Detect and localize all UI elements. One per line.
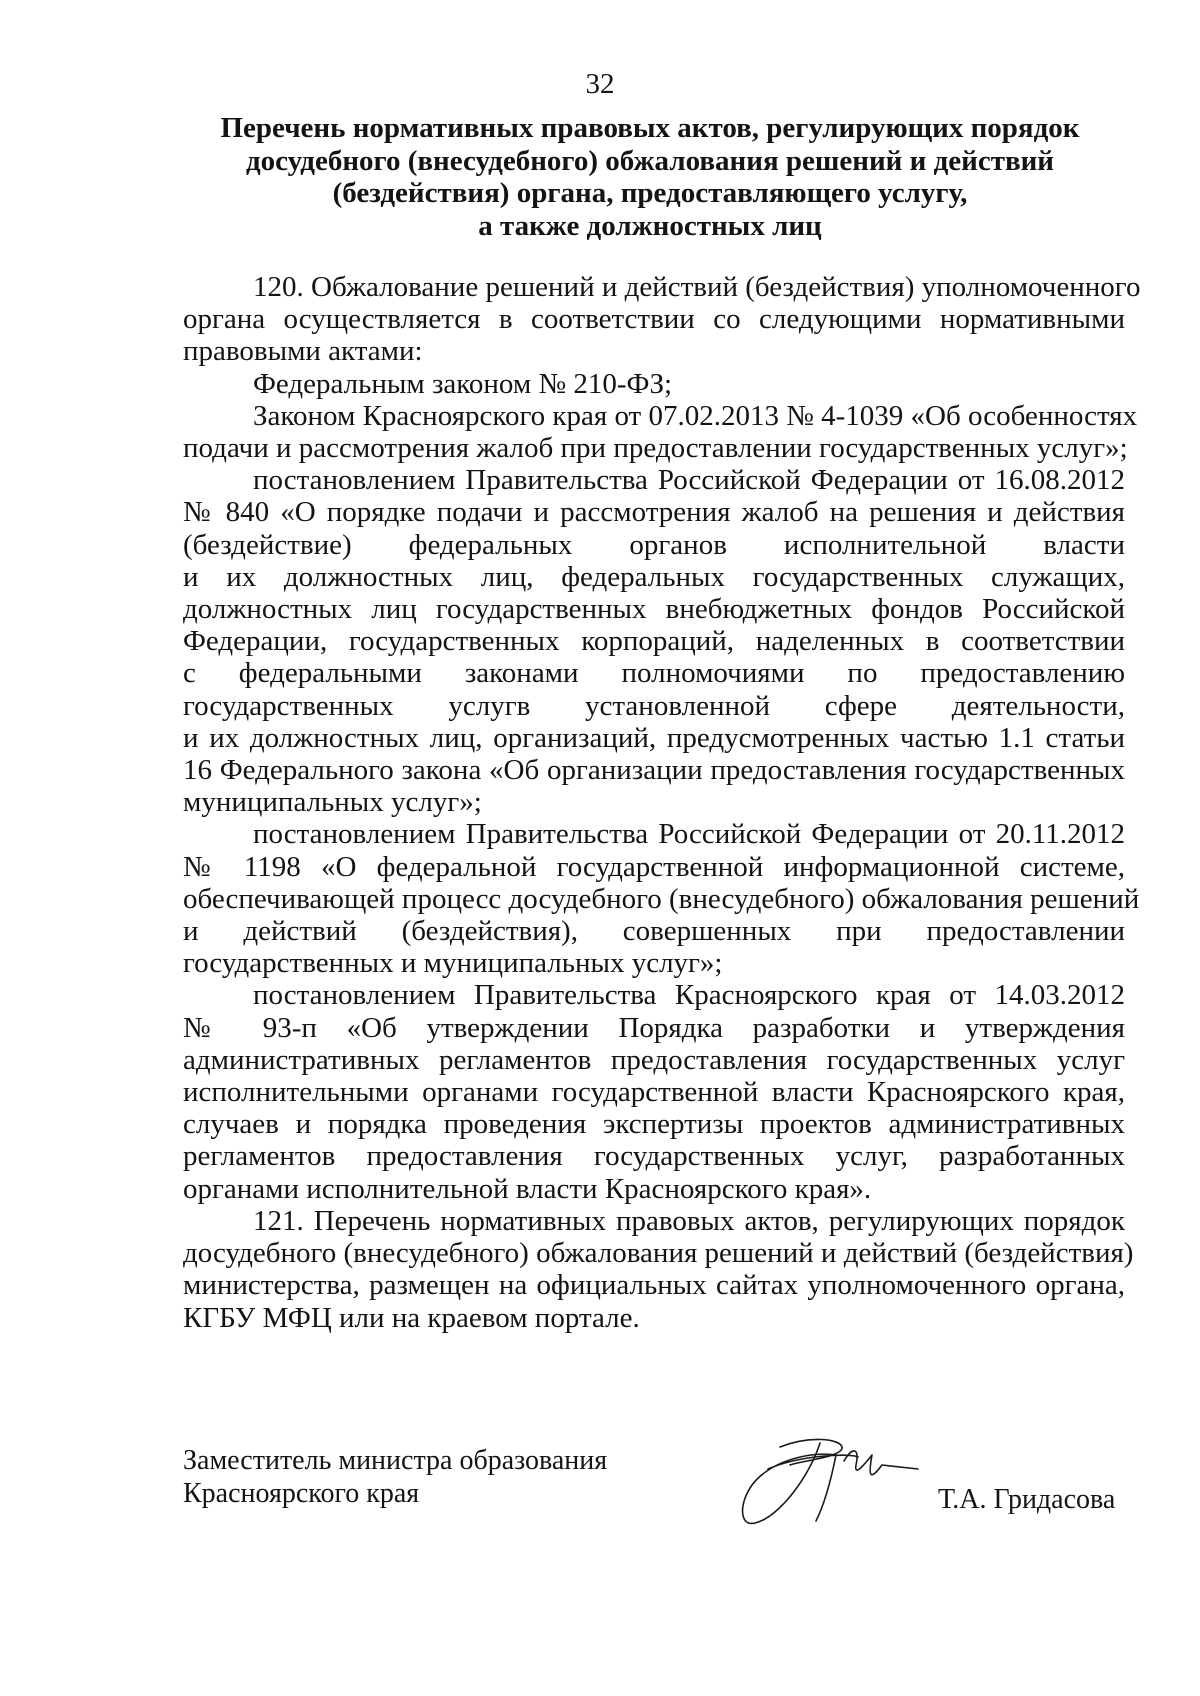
heading-line: Перечень нормативных правовых актов, регулирующих порядок bbox=[220, 112, 1080, 144]
body-line: исполнительными органами государственной власти Красноярского края, bbox=[183, 1076, 1125, 1109]
body-line: постановлением Правительства Российской Федерации от 16.08.2012 bbox=[253, 464, 1125, 497]
body-line: КГБУ МФЦ или на краевом портале. bbox=[183, 1301, 640, 1334]
body-line: государственных и муниципальных услуг»; bbox=[183, 947, 723, 980]
body-line: и их должностных лиц, организаций, предусмотренных частью 1.1 статьи bbox=[183, 721, 1125, 754]
signer-position-line: Заместитель министра образования bbox=[183, 1445, 608, 1476]
paragraph-121 bbox=[183, 1204, 1134, 1334]
handwritten-signature bbox=[740, 1425, 920, 1535]
list-item-resolution-840 bbox=[183, 464, 1125, 818]
body-line: и их должностных лиц, федеральных государственных служащих, bbox=[183, 560, 1125, 593]
body-line: органа осуществляется в соответствии со следующими нормативными bbox=[183, 303, 1125, 336]
body-line: 16 Федерального закона «Об организации предоставления государственных bbox=[183, 754, 1125, 787]
body-line: постановлением Правительства Российской Федерации от 20.11.2012 bbox=[253, 818, 1125, 851]
body-line: правовыми актами: bbox=[183, 335, 423, 368]
heading-line: досудебного (внесудебного) обжалования решений и действий bbox=[245, 144, 1055, 177]
body-line: 120. Обжалование решений и действий (бездействия) уполномоченного bbox=[253, 271, 1141, 303]
body-line: министерства, размещен на официальных сайтах уполномоченного органа, bbox=[183, 1269, 1125, 1302]
body-line: с федеральными законами полномочиями по предоставлению bbox=[183, 657, 1125, 690]
body-line: регламентов предоставления государственных услуг, разработанных bbox=[183, 1140, 1125, 1173]
body-line: (бездействие) федеральных органов исполнительной власти bbox=[183, 528, 1125, 561]
document-heading bbox=[150, 112, 1150, 242]
body-line: должностных лиц государственных внебюджетных фондов Российской bbox=[183, 593, 1125, 626]
body-line: постановлением Правительства Красноярского края от 14.03.2012 bbox=[253, 979, 1125, 1012]
body-line: подачи и рассмотрения жалоб при предоставлении государственных услуг»; bbox=[183, 432, 1128, 465]
heading-line: а также должностных лиц bbox=[478, 209, 822, 242]
body-line: Законом Красноярского края от 07.02.2013 № 4-1039 «Об особенностях bbox=[253, 399, 1138, 432]
paragraph-120 bbox=[183, 271, 1141, 368]
body-line: досудебного (внесудебного) обжалования решений и действий (бездействия) bbox=[183, 1237, 1134, 1270]
body-line: № 840 «О порядке подачи и рассмотрения жалоб на решения и действия bbox=[183, 496, 1125, 529]
list-item-resolution-93p bbox=[183, 979, 1125, 1204]
signer-position-line: Красноярского края bbox=[183, 1478, 420, 1509]
body-line: Федерации, государственных корпораций, наделенных в соответствии bbox=[183, 625, 1125, 658]
body-line: случаев и порядка проведения экспертизы проектов административных bbox=[183, 1108, 1125, 1141]
body-line: муниципальных услуг»; bbox=[183, 786, 482, 819]
page-number: 32 bbox=[585, 68, 615, 100]
body-line: обеспечивающей процесс досудебного (внесудебного) обжалования решений bbox=[183, 882, 1140, 915]
body-line: Федеральным законом № 210-ФЗ; bbox=[253, 367, 673, 400]
body-line: органами исполнительной власти Красноярского края». bbox=[183, 1172, 872, 1205]
signer-position bbox=[183, 1444, 607, 1510]
heading-line: (бездействия) органа, предоставляющего услугу, bbox=[332, 177, 968, 209]
signer-name: Т.А. Гридасова bbox=[938, 1484, 1116, 1515]
body-line: № 1198 «О федеральной государственной информационной системе, bbox=[183, 850, 1125, 883]
body-line: государственных услугв установленной сфере деятельности, bbox=[183, 689, 1125, 722]
list-item-regional-law bbox=[183, 399, 1138, 465]
document-body bbox=[183, 271, 1141, 1334]
body-line: административных регламентов предоставления государственных услуг bbox=[183, 1043, 1125, 1076]
list-item-federal-law bbox=[183, 368, 1125, 400]
list-item-resolution-1198 bbox=[183, 818, 1140, 980]
body-line: и действий (бездействия), совершенных при предоставлении bbox=[183, 915, 1125, 948]
body-line: № 93-п «Об утверждении Порядка разработки и утверждения bbox=[183, 1011, 1125, 1044]
body-line: 121. Перечень нормативных правовых актов, регулирующих порядок bbox=[253, 1204, 1125, 1237]
